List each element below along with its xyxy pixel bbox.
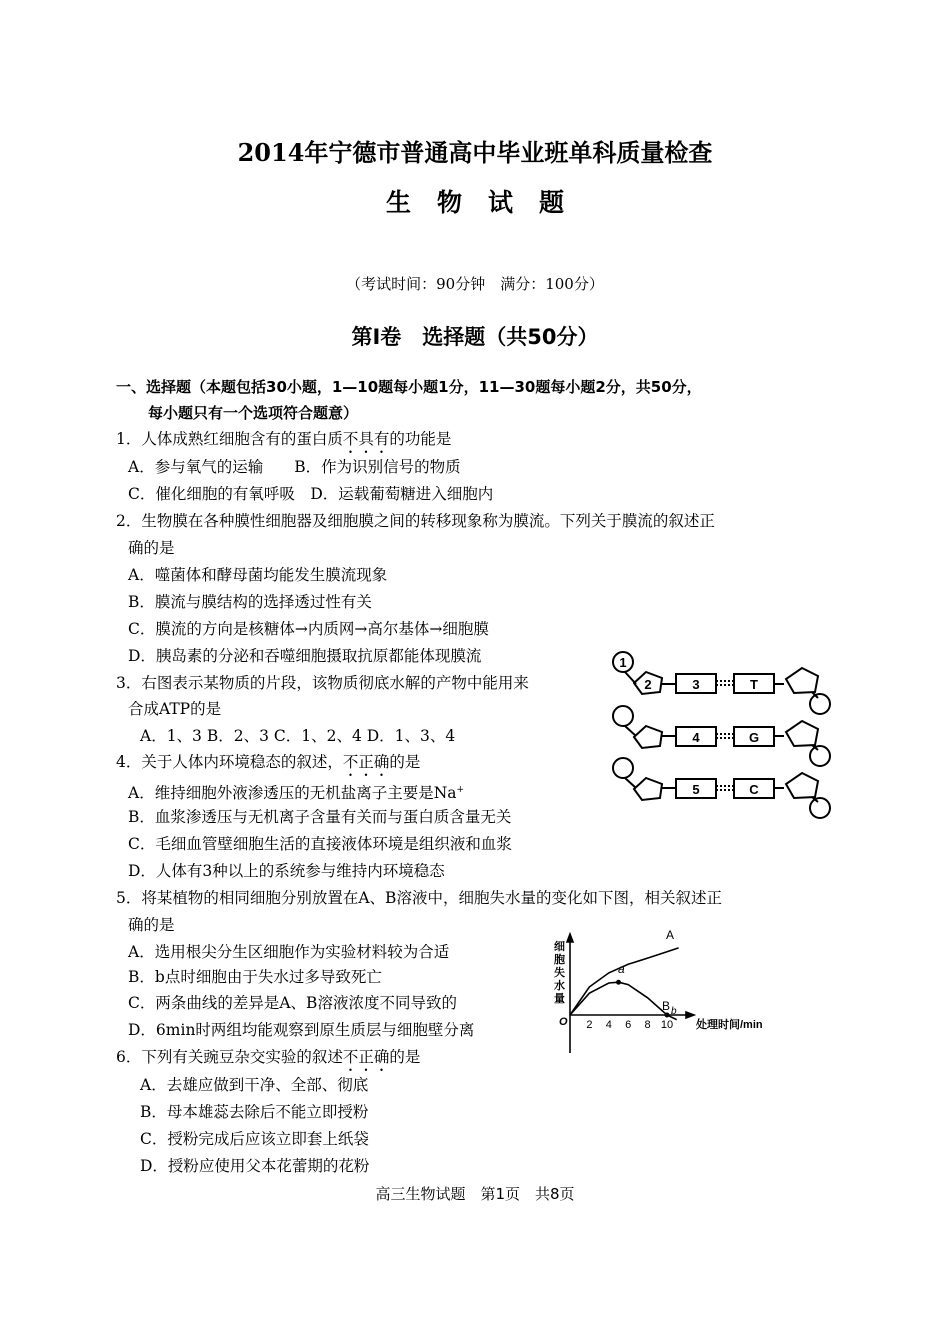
q1-options-ab: A．参与氧气的运输 B．作为识别信号的物质 bbox=[128, 458, 461, 476]
q2-option-c: C．膜流的方向是核糖体→内质网→高尔基体→细胞膜 bbox=[128, 620, 489, 638]
annotation-point-a bbox=[616, 980, 621, 985]
pentose-pentagon bbox=[634, 726, 662, 748]
q3-stem-1: 3．右图表示某物质的片段，该物质彻底水解的产物中能用来 bbox=[116, 674, 529, 692]
phosphate-circle bbox=[613, 706, 633, 726]
pentose-pentagon bbox=[634, 778, 662, 800]
chart-ylabel-char: 细 bbox=[554, 941, 565, 953]
water-loss-chart bbox=[548, 928, 780, 1058]
annotation-a: a bbox=[618, 962, 625, 976]
q5-stem-1: 5．将某植物的相同细胞分别放置在A、B溶液中，细胞失水量的变化如下图，相关叙述正 bbox=[116, 889, 722, 907]
fig-base-C: C bbox=[749, 782, 759, 797]
q2-stem-1: 2．生物膜在各种膜性细胞器及细胞膜之间的转移现象称为膜流。下列关于膜流的叙述正 bbox=[116, 512, 715, 530]
q2-option-a: A．噬菌体和酵母菌均能发生膜流现象 bbox=[128, 566, 388, 584]
pentose-pentagon bbox=[786, 773, 818, 798]
q5-option-b: B．b点时细胞由于失水过多导致死亡 bbox=[128, 968, 382, 986]
chart-ylabel-char: 量 bbox=[554, 993, 565, 1005]
annotation-b: b bbox=[671, 1006, 677, 1017]
document-title: 2014年宁德市普通高中毕业班单科质量检查 bbox=[237, 138, 713, 167]
chart-x-tick-label: 2 bbox=[586, 1019, 593, 1031]
exam-info: （考试时间：90分钟 满分：100分） bbox=[346, 275, 604, 293]
q2-stem-2: 确的是 bbox=[128, 539, 175, 557]
q6-option-a: A．去雄应做到干净、全部、彻底 bbox=[140, 1076, 369, 1094]
q4-option-a-superscript: + bbox=[456, 785, 465, 795]
q2-option-d: D．胰岛素的分泌和吞噬细胞摄取抗原都能体现膜流 bbox=[128, 647, 482, 665]
q1-stem-emphasis: 不具有 bbox=[342, 430, 390, 448]
series-line-B bbox=[570, 982, 677, 1020]
q5-stem-2: 确的是 bbox=[128, 916, 175, 934]
q6-option-d: D．授粉应使用父本花蕾期的花粉 bbox=[140, 1157, 370, 1175]
x-axis-arrow bbox=[686, 1012, 694, 1018]
chart-xlabel: 处理时间/min bbox=[696, 1019, 763, 1031]
q4-option-a-text: A．维持细胞外液渗透压的无机盐离子主要是Na bbox=[128, 784, 457, 803]
q5-option-a: A．选用根尖分生区细胞作为实验材料较为合适 bbox=[128, 943, 450, 961]
chart-ticks-group bbox=[586, 1019, 673, 1031]
q4-option-c: C．毛细血管壁细胞生活的直接液体环境是组织液和血浆 bbox=[128, 835, 512, 853]
chart-origin: O bbox=[559, 1016, 568, 1028]
annotation-point-b bbox=[665, 1013, 670, 1018]
q4-option-d: D．人体有3种以上的系统参与维持内环境稳态 bbox=[128, 862, 445, 880]
fig-label-1: 1 bbox=[619, 655, 627, 670]
q4-option-a bbox=[128, 780, 464, 803]
series-label-A: A bbox=[666, 928, 675, 942]
fig-label-5: 5 bbox=[692, 782, 700, 797]
chart-ylabel bbox=[554, 939, 565, 1005]
document-subtitle: 生物试题 bbox=[385, 188, 590, 217]
chart-x-tick-label: 6 bbox=[625, 1019, 632, 1031]
fig-base-T: T bbox=[750, 677, 758, 692]
q6-stem-a: 6．下列有关豌豆杂交实验的叙述 bbox=[116, 1048, 343, 1066]
q3-stem-2: 合成ATP的是 bbox=[128, 700, 222, 718]
chart-x-tick-label: 8 bbox=[644, 1019, 651, 1031]
chart-ylabel-char: 水 bbox=[554, 980, 565, 992]
q6-stem bbox=[116, 1047, 420, 1075]
q3-options: A．1、3 B．2、3 C．1、2、4 D．1、3、4 bbox=[140, 727, 456, 745]
q4-stem-emphasis: 不正确 bbox=[342, 753, 390, 771]
q1-options-cd: C．催化细胞的有氧呼吸 D．运载葡萄糖进入细胞内 bbox=[128, 485, 494, 503]
q1-stem-a: 1．人体成熟红细胞含有的蛋白质 bbox=[116, 430, 343, 448]
section-title: 第Ⅰ卷 选择题（共50分） bbox=[351, 325, 599, 349]
annotation-B: B bbox=[662, 999, 671, 1013]
q4-stem-b: 的是 bbox=[389, 753, 421, 771]
y-axis-arrow bbox=[567, 934, 573, 942]
chart-ylabel-char: 失 bbox=[554, 967, 565, 979]
q1-stem-b: 的功能是 bbox=[389, 430, 452, 448]
q6-stem-emphasis: 不正确 bbox=[342, 1048, 390, 1066]
q6-option-b: B．母本雄蕊去除后不能立即授粉 bbox=[140, 1103, 369, 1121]
q6-option-c: C．授粉完成后应该立即套上纸袋 bbox=[140, 1130, 369, 1148]
q5-option-d: D．6min时两组均能观察到原生质层与细胞壁分离 bbox=[128, 1021, 475, 1039]
phosphate-circle bbox=[810, 746, 830, 766]
chart-x-tick-label: 4 bbox=[605, 1019, 612, 1031]
phosphate-circle bbox=[810, 798, 830, 818]
fig-base-G: G bbox=[748, 730, 760, 745]
fig-label-2: 2 bbox=[644, 677, 652, 692]
pentose-pentagon bbox=[786, 721, 818, 746]
page-footer: 高三生物试题 第1页 共8页 bbox=[375, 1185, 575, 1203]
chart-ylabel-char: 胞 bbox=[554, 954, 565, 966]
fig-label-3: 3 bbox=[692, 677, 700, 692]
q2-option-b: B．膜流与膜结构的选择透过性有关 bbox=[128, 593, 372, 611]
section-instruction-1: 一、选择题（本题包括30小题，1—10题每小题1分，11—30题每小题2分，共50分， bbox=[116, 378, 702, 396]
phosphate-circle bbox=[810, 694, 830, 714]
q4-option-b: B．血浆渗透压与无机离子含量有关而与蛋白质含量无关 bbox=[128, 808, 512, 826]
dna-segment-figure bbox=[606, 648, 838, 826]
phosphate-circle bbox=[613, 758, 633, 778]
section-instruction-2: 每小题只有一个选项符合题意） bbox=[148, 404, 359, 422]
q5-option-c: C．两条曲线的差异是A、B溶液浓度不同导致的 bbox=[128, 994, 457, 1012]
fig-label-4: 4 bbox=[692, 730, 700, 745]
pentose-pentagon bbox=[786, 668, 818, 693]
q6-stem-b: 的是 bbox=[389, 1048, 421, 1066]
chart-x-tick-label: 10 bbox=[660, 1019, 674, 1031]
q1-stem bbox=[116, 429, 451, 457]
q4-stem bbox=[116, 752, 420, 780]
q4-stem-a: 4．关于人体内环境稳态的叙述， bbox=[116, 753, 343, 771]
